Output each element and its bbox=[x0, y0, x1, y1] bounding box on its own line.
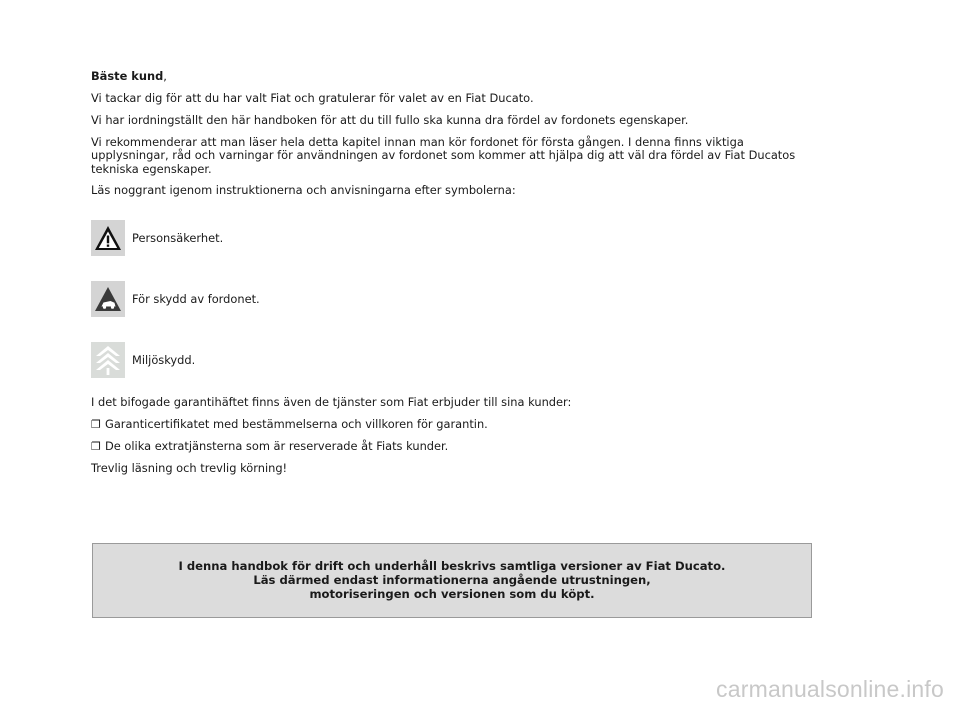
greeting-bold: Bäste kund bbox=[91, 69, 164, 83]
symbol-row-environment bbox=[91, 342, 811, 378]
paragraph-handbook: Vi har iordningställt den här handboken för att du till fullo ska kunna dra fördel av fordonets egenskaper. bbox=[91, 112, 689, 127]
letter-body bbox=[91, 70, 811, 483]
paragraph-thanks: Vi tackar dig för att du har valt Fiat och gratulerar för valet av en Fiat Ducato. bbox=[91, 90, 534, 105]
symbol-row-vehicle-protection bbox=[91, 281, 811, 317]
notice-line: I denna handbok för drift och underhåll beskrivs samtliga versioner av Fiat Ducato. bbox=[178, 559, 726, 573]
notice-line: Läs därmed endast informationerna angående utrustningen, bbox=[253, 573, 651, 587]
checkbox-icon: ❐ bbox=[91, 439, 101, 453]
greeting bbox=[91, 70, 811, 83]
versions-notice-box bbox=[92, 543, 812, 618]
site-watermark: carmanualsonline.info bbox=[716, 676, 944, 702]
warning-triangle-icon bbox=[91, 220, 125, 256]
symbol-label-personal-safety: Personsäkerhet. bbox=[132, 231, 224, 246]
environment-tree-icon bbox=[91, 342, 125, 378]
vehicle-protection-icon bbox=[91, 281, 125, 317]
symbol-row-personal-safety bbox=[91, 220, 811, 256]
symbol-label-vehicle-protection: För skydd av fordonet. bbox=[132, 292, 260, 307]
closing-line: Trevlig läsning och trevlig körning! bbox=[91, 460, 288, 475]
warranty-item bbox=[91, 418, 811, 431]
paragraph-instructions: Läs noggrant igenom instruktionerna och anvisningarna efter symbolerna: bbox=[91, 183, 516, 198]
greeting-punct: , bbox=[163, 69, 167, 83]
warranty-item bbox=[91, 440, 811, 453]
notice-line: motoriseringen och versionen som du köpt. bbox=[309, 587, 595, 601]
warranty-item-text: De olika extratjänsterna som är reserverade åt Fiats kunder. bbox=[105, 438, 449, 453]
warranty-item-text: Garanticertifikatet med bestämmelserna och villkoren för garantin. bbox=[105, 416, 488, 431]
warranty-intro: I det bifogade garantihäftet finns även de tjänster som Fiat erbjuder till sina kunder: bbox=[91, 394, 572, 409]
checkbox-icon: ❐ bbox=[91, 417, 101, 431]
paragraph-recommendation: Vi rekommenderar att man läser hela detta kapitel innan man kör fordonet för första gången. I denna finns viktiga upplysningar, råd och varningar för användningen av fordonet som kommer att hjälpa dig att väl dra fördel av Fiat Ducatos tekniska egenskaper. bbox=[91, 134, 796, 176]
symbol-label-environment: Miljöskydd. bbox=[132, 353, 196, 368]
